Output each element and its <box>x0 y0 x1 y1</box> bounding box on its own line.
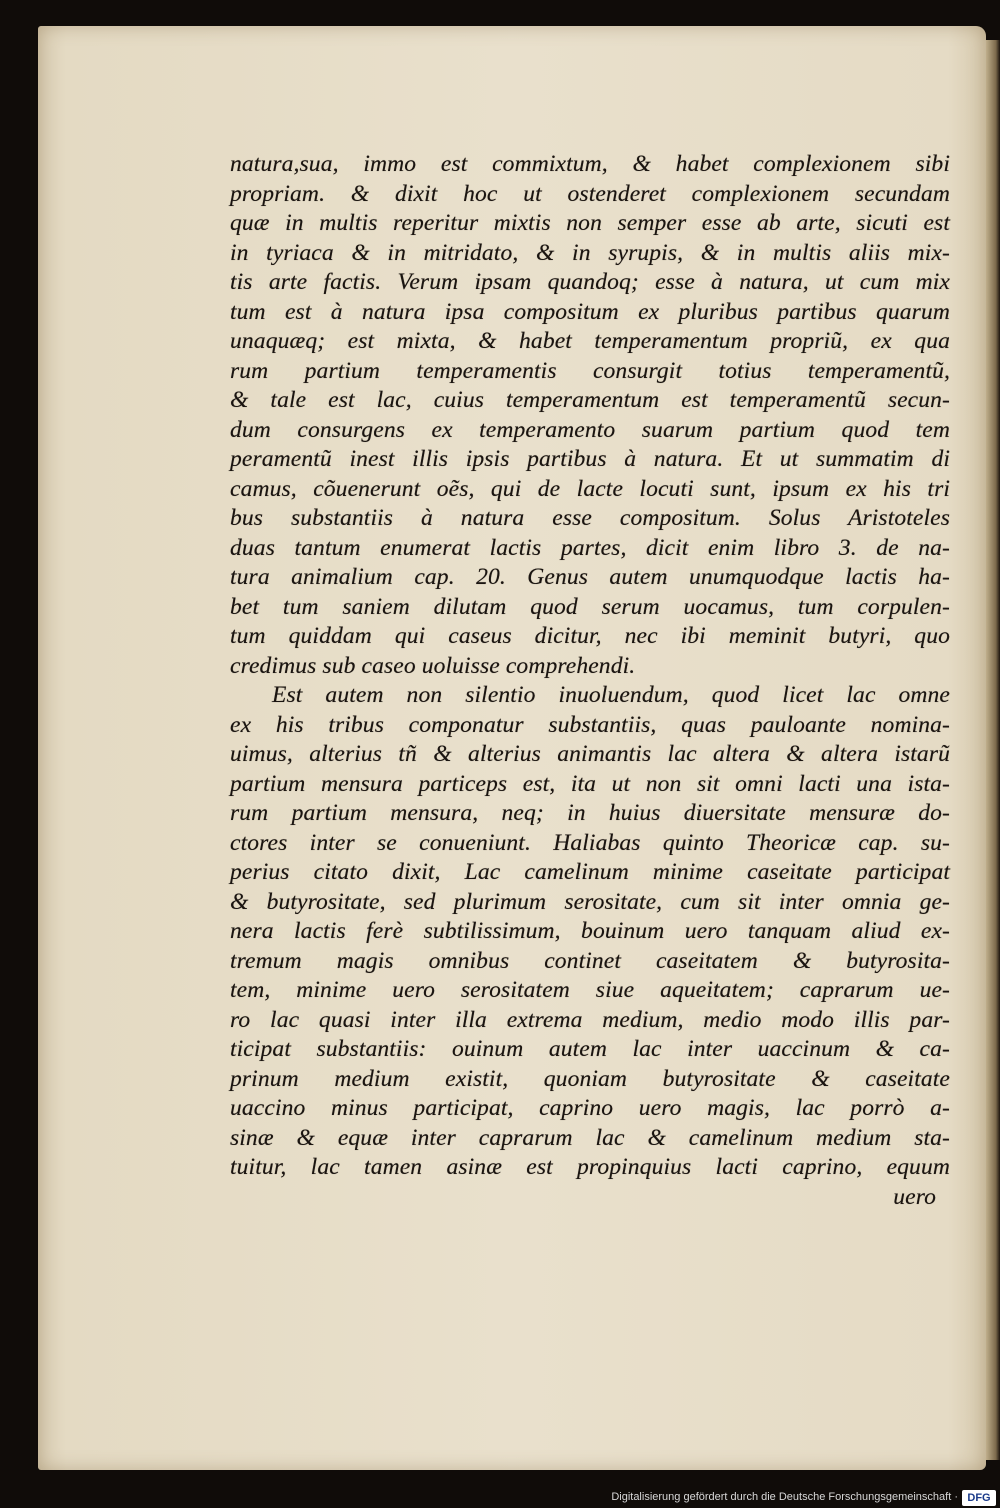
text-line: rum partium mensura, neq; in huius diuersitate mensuræ do- <box>230 800 950 826</box>
text-line: & butyrositate, sed plurimum serositate, cum sit inter omnia ge- <box>230 888 950 915</box>
text-line: quæ in multis reperitur mixtis non semper esse ab arte, sicuti est <box>230 210 950 236</box>
text-line: in tyriaca & in mitridato, & in syrupis, & in multis aliis mix- <box>230 239 950 266</box>
text-line: nera lactis ferè subtilissimum, bouinum uero tanquam aliud ex- <box>230 918 950 944</box>
text-line: tura animalium cap. 20. Genus autem unumquodque lactis ha- <box>230 564 950 590</box>
text-line: natura,sua, immo est commixtum, & habet complexionem sibi <box>230 151 950 177</box>
text-line: unaquæq; est mixta, & habet temperamentum propriũ, ex qua <box>230 328 950 354</box>
text-line: partium mensura particeps est, ita ut non sit omni lacti una ista- <box>230 770 950 797</box>
text-line: ticipat substantiis: ouinum autem lac inter uaccinum & ca- <box>230 1036 950 1062</box>
text-line: & tale est lac, cuius temperamentum est temperamentũ secun- <box>230 387 950 413</box>
text-line: Est autem non silentio inuoluendum, quod licet lac omne <box>272 682 950 708</box>
text-line: ex his tribus componatur substantiis, quas pauloante nomina- <box>230 711 950 738</box>
text-line: uimus, alterius tñ & alterius animantis lac altera & altera istarũ <box>230 741 950 767</box>
text-line: credimus sub caseo uoluisse comprehendi. <box>230 652 636 679</box>
text-line: rum partium temperamentis consurgit totius temperamentũ, <box>230 357 950 384</box>
text-line: dum consurgens ex temperamento suarum partium quod tem <box>230 416 950 443</box>
text-line: tremum magis omnibus continet caseitatem & butyrosita- <box>230 947 950 974</box>
text-line: duas tantum enumerat lactis partes, dicit enim libro 3. de na- <box>230 534 950 561</box>
text-line: prinum medium existit, quoniam butyrositate & caseitate <box>230 1065 950 1092</box>
page-edge <box>986 40 1000 1460</box>
text-line: tum est à natura ipsa compositum ex pluribus partibus quarum <box>230 298 950 325</box>
text-line: tum quiddam qui caseus dicitur, nec ibi meminit butyri, quo <box>230 623 950 649</box>
dfg-logo-icon: DFG <box>962 1490 996 1506</box>
text-line: uaccino minus participat, caprino uero magis, lac porrò a- <box>230 1095 950 1121</box>
text-line: perius citato dixit, Lac camelinum minime caseitate participat <box>230 859 950 885</box>
text-line: ro lac quasi inter illa extrema medium, medio modo illis par- <box>230 1006 950 1033</box>
text-line: tuitur, lac tamen asinæ est propinquius lacti caprino, equum <box>230 1154 950 1180</box>
text-line: sinæ & equæ inter caprarum lac & camelinum medium sta- <box>230 1124 950 1151</box>
text-line: tis arte factis. Verum ipsam quandoq; esse à natura, ut cum mix <box>230 269 950 295</box>
text-line: propriam. & dixit hoc ut ostenderet complexionem secundam <box>230 180 950 207</box>
text-line: camus, cõuenerunt oẽs, qui de lacte locuti sunt, ipsum ex his tri <box>230 475 950 502</box>
text-line: ctores inter se conueniunt. Haliabas quinto Theoricæ cap. su- <box>230 829 950 856</box>
funding-credit: Digitalisierung gefördert durch die Deutsche Forschungsgemeinschaft · <box>611 1491 958 1503</box>
text-block <box>230 150 950 1212</box>
text-line: bus substantiis à natura esse compositum. Solus Aristoteles <box>230 505 950 531</box>
text-line: peramentũ inest illis ipsis partibus à natura. Et ut summatim di <box>230 446 950 472</box>
catchword: uero <box>893 1183 936 1210</box>
text-line: tem, minime uero serositatem siue aqueitatem; caprarum ue- <box>230 977 950 1003</box>
text-line: bet tum saniem dilutam quod serum uocamus, tum corpulen- <box>230 593 950 620</box>
